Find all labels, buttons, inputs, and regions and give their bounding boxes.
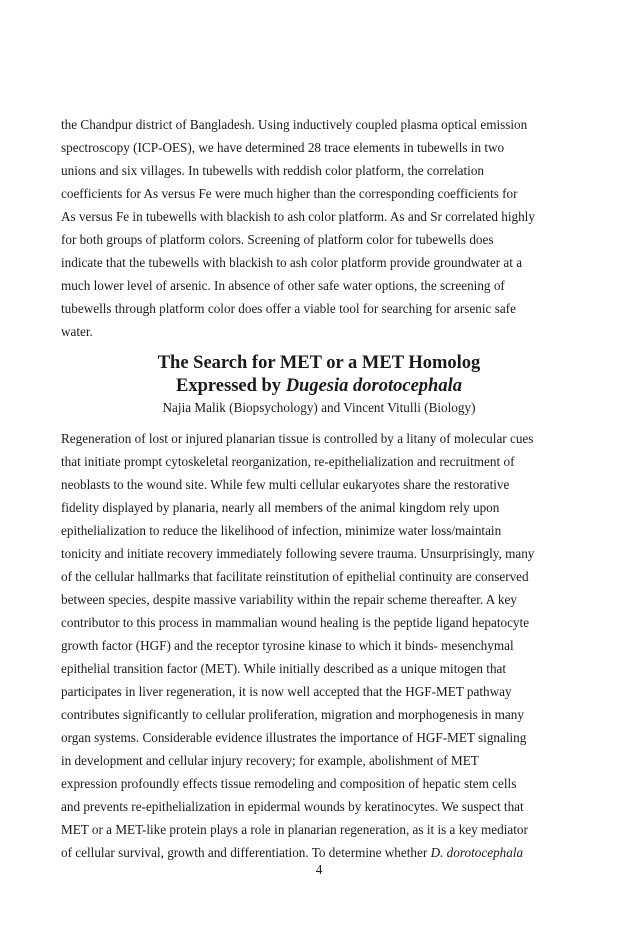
text-line: of the cellular hallmarks that facilitate reinstitution of epithelial continuity are conserved xyxy=(61,569,529,584)
text-line: in development and cellular injury recovery; for example, abolishment of MET xyxy=(61,753,479,768)
text-line: tubewells through platform color does offer a viable tool for searching for arsenic safe xyxy=(61,301,516,316)
text-line: As versus Fe in tubewells with blackish to ash color platform. As and Sr correlated highly xyxy=(61,209,535,224)
article-authors: Najia Malik (Biopsychology) and Vincent Vitulli (Biology) xyxy=(162,400,476,415)
text-line: for both groups of platform colors. Screening of platform color for tubewells does xyxy=(61,232,494,247)
text-line: coefficients for As versus Fe were much higher than the corresponding coefficients for xyxy=(61,186,518,201)
article-title-prefix: Expressed by xyxy=(176,376,286,396)
article-title-species: Dugesia dorotocephala xyxy=(285,376,462,396)
text-line: unions and six villages. In tubewells with reddish color platform, the correlation xyxy=(61,163,485,178)
article-title-line-1: The Search for MET or a MET Homolog xyxy=(157,353,481,373)
text-line: fidelity displayed by planaria, nearly all members of the animal kingdom rely upon xyxy=(61,500,500,515)
text-line: spectroscopy (ICP-OES), we have determined 28 trace elements in tubewells in two xyxy=(61,140,505,155)
text-line: MET or a MET-like protein plays a role in planarian regeneration, as it is a key mediator xyxy=(61,822,528,837)
text-line: neoblasts to the wound site. While few multi cellular eukaryotes share the restorative xyxy=(61,477,510,492)
text-line: indicate that the tubewells with blackish to ash color platform provide groundwater at a xyxy=(61,255,523,270)
text-line: organ systems. Considerable evidence illustrates the importance of HGF-MET signaling xyxy=(61,730,527,745)
text-line: tonicity and initiate recovery immediately following severe trauma. Unsurprisingly, many xyxy=(61,546,535,561)
text-line: and prevents re-epithelialization in epidermal wounds by keratinocytes. We suspect that xyxy=(61,799,524,814)
text-line: expression profoundly effects tissue remodeling and composition of hepatic stem cells xyxy=(61,776,517,791)
text-line xyxy=(61,845,523,861)
text-line: participates in liver regeneration, it is now well accepted that the HGF-MET pathway xyxy=(61,684,512,699)
text-line: epithelial transition factor (MET). While initially described as a unique mitogen that xyxy=(61,661,507,676)
text-line: growth factor (HGF) and the receptor tyrosine kinase to which it binds- mesenchymal xyxy=(61,638,514,653)
article-title-line-2 xyxy=(0,375,638,397)
text-line: much lower level of arsenic. In absence of other safe water options, the screening of xyxy=(61,278,505,293)
text-line: that initiate prompt cytoskeletal reorganization, re-epithelialization and recruitment of xyxy=(61,454,515,469)
text-line: contributes significantly to cellular proliferation, migration and morphogenesis in many xyxy=(61,707,524,722)
text-line: between species, despite massive variability within the repair scheme thereafter. A key xyxy=(61,592,517,607)
text-line: water. xyxy=(61,324,93,339)
text-line: contributor to this process in mammalian wound healing is the peptide ligand hepatocyte xyxy=(61,615,530,630)
page-number: 4 xyxy=(315,862,323,877)
last-line-species: D. dorotocephala xyxy=(430,845,524,860)
text-line: epithelialization to reduce the likelihood of infection, minimize water loss/maintain xyxy=(61,523,502,538)
text-line: the Chandpur district of Bangladesh. Using inductively coupled plasma optical emission xyxy=(61,117,528,132)
text-line: Regeneration of lost or injured planarian tissue is controlled by a litany of molecular cues xyxy=(61,431,534,446)
last-line-text: of cellular survival, growth and differentiation. To determine whether xyxy=(61,845,431,860)
